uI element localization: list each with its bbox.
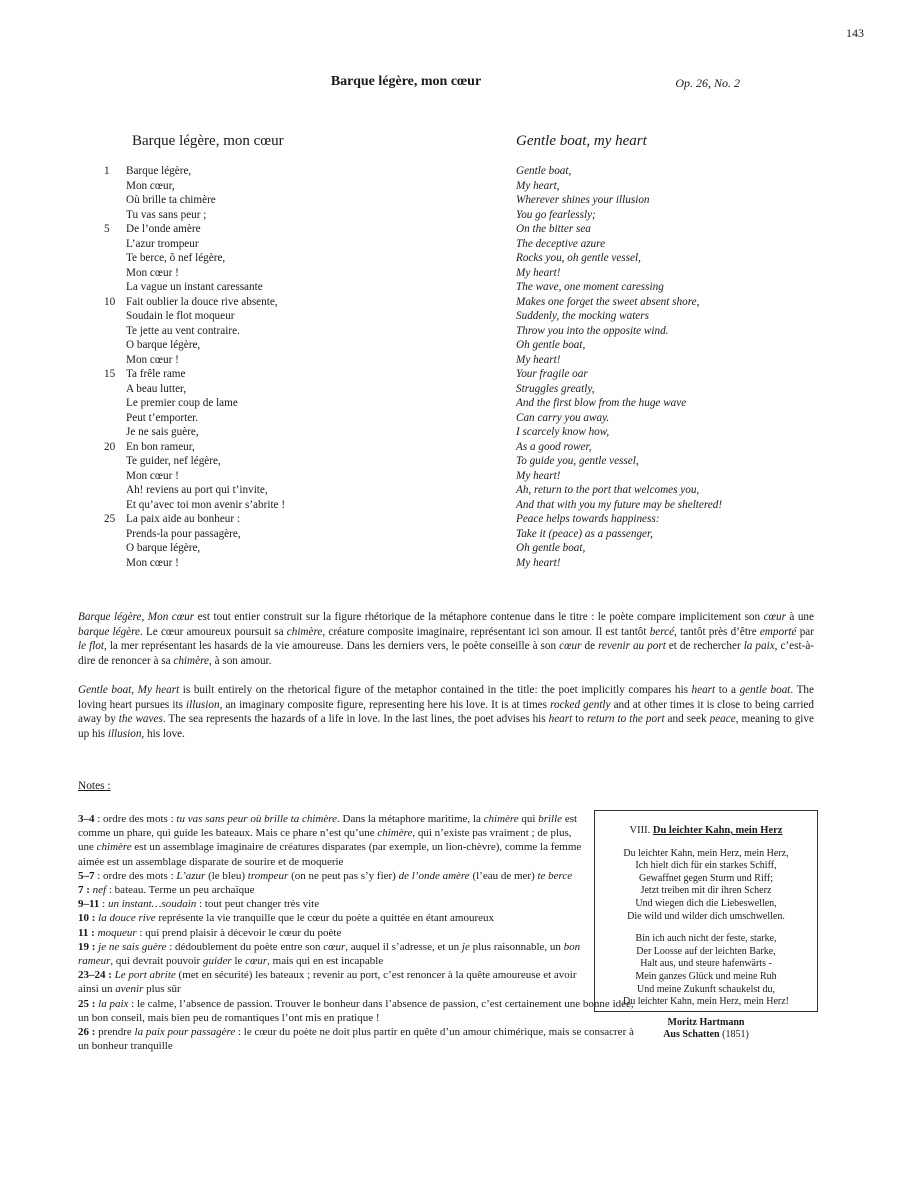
- commentary-run: illusion: [186, 698, 220, 711]
- line-number: 10: [104, 295, 116, 308]
- poem-line-text: Peut t’emporter.: [126, 411, 199, 424]
- poem-line-text: Et qu’avec toi mon avenir s’abrite !: [126, 498, 286, 511]
- note-run: représente la vie tranquille que le cœur du poète a quittée en étant amoureux: [155, 912, 495, 925]
- poem-line-text: A beau lutter,: [126, 382, 187, 395]
- commentary-run: . Le cœur amoureux poursuit sa: [140, 625, 287, 638]
- commentary-run: heart: [691, 684, 716, 696]
- poem-line-text: Le premier coup de lame: [126, 397, 238, 409]
- poem-line-text: O barque légère,: [126, 542, 201, 554]
- commentary-run: Gentle boat, My heart: [78, 684, 180, 696]
- poem-line-en: Struggles greatly,: [516, 382, 595, 395]
- poem-line-fr: [104, 309, 444, 324]
- note-run: chimère: [483, 813, 519, 825]
- german-poem-year: (1851): [722, 1029, 749, 1041]
- poem-line-fr: [104, 193, 444, 208]
- german-line: Gewaffnet gegen Sturm und Riff;: [638, 872, 774, 884]
- note-run: cœur: [323, 940, 346, 953]
- note-run: un instant…soudain: [107, 898, 197, 911]
- note-run: . Dans la métaphore maritime, la: [337, 813, 484, 825]
- poem-line-text: La paix aide au bonheur :: [126, 513, 241, 525]
- poem-line-en: The wave, one moment caressing: [516, 281, 664, 293]
- commentary-run: , an imaginary composite figure, representing here his love. It is at times: [219, 698, 551, 711]
- note-run: moqueur: [97, 926, 137, 939]
- commentary-run: chimère: [286, 625, 323, 638]
- poem-line-en: Oh gentle boat,: [516, 339, 586, 351]
- commentary-run: rocked gently: [550, 698, 611, 711]
- note-run: trompeur: [247, 869, 289, 882]
- note-run: est un assemblage imaginaire de créatures disparates (par exemple, un lion-chèvre), comme la femme aimée est un assemblage disparate de sourire et de moquerie: [78, 841, 582, 868]
- note-item: [78, 997, 638, 1025]
- commentary-run: et de rechercher: [665, 640, 744, 653]
- note-run: , qui n’existe pas vraiment ; de plus, une: [78, 827, 572, 854]
- note-run: te berce: [537, 869, 573, 882]
- poem-french: [104, 164, 444, 570]
- commentary-run: bercé: [649, 625, 675, 638]
- note-run: le: [231, 955, 246, 968]
- commentary-run: . The loving heart pursues its: [78, 684, 814, 711]
- german-poem-number: VIII.: [629, 825, 651, 836]
- note-run: : bateau. Terme un peu archaïque: [106, 884, 255, 897]
- note-run: 26 :: [78, 1026, 99, 1039]
- poem-line-text: De l’onde amère: [126, 223, 201, 235]
- german-poem-author: Moritz Hartmann: [667, 1016, 745, 1028]
- poem-line-en: I scarcely know how,: [516, 426, 610, 438]
- poem-line-text: Où brille ta chimère: [126, 194, 216, 206]
- commentary-run: . The sea represents the hazards of a life in love. In the last lines, the poet advises his: [162, 713, 549, 726]
- poem-line-text: Te berce, ô nef légère,: [126, 252, 226, 264]
- commentary-run: par: [796, 625, 814, 638]
- note-run: : le calme, l’absence de passion. Trouver le bonheur dans l’absence de passion, c’est certainement une bonne idée, un bon conseil, mais bien peu de romantiques l’ont mis en pratique !: [78, 997, 634, 1024]
- poem-line-fr: [104, 527, 444, 542]
- note-item: [78, 1025, 638, 1053]
- note-run: la paix pour passagère: [134, 1026, 236, 1039]
- german-poem-source: [595, 1029, 817, 1042]
- poem-line-en: Makes one forget the sweet absent shore,: [516, 295, 700, 308]
- poem-line-text: Te guider, nef légère,: [126, 455, 221, 467]
- poem-line-en: Take it (peace) as a passenger,: [516, 527, 653, 540]
- commentary-run: à une: [785, 611, 814, 623]
- note-run: tu vas sans peur où brille ta chimère: [176, 813, 337, 825]
- commentary-run: revenir au port: [598, 640, 666, 653]
- poem-line-text: Mon cœur !: [126, 469, 179, 482]
- note-run: 23–24 :: [78, 969, 115, 982]
- poem-line-en: On the bitter sea: [516, 223, 591, 235]
- poem-line-fr: [104, 425, 444, 440]
- line-number: 25: [104, 513, 116, 525]
- commentary-run: is built entirely on the rhetorical figure of the metaphor contained in the title: the poet implicitly compares his: [179, 684, 692, 696]
- note-run: : tout peut changer très vite: [196, 898, 320, 911]
- poem-line-text: Ta frêle rame: [126, 368, 186, 380]
- note-run: la paix: [98, 997, 129, 1010]
- german-stanza-2: [595, 933, 817, 1009]
- opus-number: Op. 26, No. 2: [675, 76, 740, 90]
- german-line: Mein ganzes Glück und meine Ruh: [635, 970, 777, 982]
- note-run: brille: [538, 813, 563, 825]
- note-run: 9–11: [78, 898, 100, 911]
- german-poem-box: [594, 810, 818, 1041]
- poem-line-en: To guide you, gentle vessel,: [516, 455, 639, 467]
- poem-line-fr: [104, 382, 444, 397]
- commentary-run: barque légère: [78, 625, 140, 638]
- commentary-run: est tout entier construit sur la figure rhétorique de la métaphore contenue dans le titre : le poète compare implicitement son: [194, 611, 764, 623]
- german-poem-source-title: Aus Schatten: [663, 1029, 720, 1041]
- title-row: [0, 74, 900, 94]
- poem-line-fr: [104, 396, 444, 411]
- note-run: (le bleu): [205, 869, 248, 882]
- note-run: cœur: [245, 955, 268, 968]
- poem-line-text: Prends-la pour passagère,: [126, 527, 241, 540]
- poem-line-en: My heart,: [516, 179, 560, 192]
- poem-line-fr: [104, 237, 444, 252]
- poem-line-fr: [104, 280, 444, 295]
- commentary-run: the waves: [118, 713, 163, 726]
- poem-line-en: Can carry you away.: [516, 411, 610, 424]
- commentary-run: heart: [548, 713, 573, 726]
- note-run: plus sûr: [143, 983, 181, 996]
- note-run: je: [461, 940, 470, 953]
- note-run: (on ne peut pas s’y fier): [288, 869, 399, 882]
- poem-line-text: Mon cœur !: [126, 353, 179, 366]
- poem-line-en: Wherever shines your illusion: [516, 194, 650, 206]
- note-run: 10 :: [78, 912, 99, 925]
- poem-line-en: Peace helps towards happiness:: [516, 513, 660, 525]
- poem-english: [516, 164, 816, 570]
- german-line: Die wild und wilder dich umschwellen.: [627, 910, 785, 922]
- poem-line-en: Oh gentle boat,: [516, 542, 586, 554]
- poem-line-text: Je ne sais guère,: [126, 426, 199, 438]
- german-line: Halt aus, und steure hafenwärts -: [640, 958, 772, 970]
- commentary-run: and at other times it is close to being carried away by: [78, 698, 814, 726]
- note-item: [78, 911, 586, 925]
- poem-line-fr: [104, 556, 444, 571]
- note-run: (l’eau de mer): [469, 869, 538, 882]
- commentary-run: , tantôt près d’être: [674, 625, 760, 638]
- german-poem-title: [595, 825, 817, 838]
- commentary-run: illusion: [107, 727, 142, 740]
- note-run: : le cœur du poète ne doit plus partir en quête d’un amour chimérique, mais se consacrer à un bonheur tranquille: [78, 1026, 634, 1053]
- commentary-run: Barque légère, Mon cœur: [78, 611, 195, 623]
- poem-line-fr: [104, 367, 444, 382]
- poem-line-en: Throw you into the opposite wind.: [516, 324, 669, 337]
- note-run: chimère: [377, 827, 413, 840]
- poem-line-en: And that with you my future may be sheltered!: [516, 498, 723, 511]
- poem-line-en: My heart!: [516, 266, 561, 279]
- note-run: guider: [202, 955, 232, 968]
- page-number: 143: [846, 26, 864, 40]
- commentary-run: return to the port: [586, 713, 665, 726]
- poem-line-fr: [104, 440, 444, 455]
- note-item: [78, 897, 586, 911]
- poem-line-en: As a good rower,: [516, 440, 592, 453]
- poem-line-text: Te jette au vent contraire.: [126, 324, 240, 337]
- poem-title-french: Barque légère, mon cœur: [132, 133, 284, 149]
- note-run: plus raisonnable, un: [469, 940, 564, 953]
- commentary-run: , la mer représentant les hasards de la vie amoureuse. Dans les derniers vers, le poète conseille à son: [104, 640, 560, 653]
- commentary-run: and seek: [664, 713, 710, 726]
- note-run: 7 :: [78, 884, 93, 897]
- commentary-english: [78, 683, 814, 741]
- commentary-run: cœur: [763, 611, 786, 623]
- note-run: : ordre des mots :: [94, 813, 177, 825]
- german-stanza-1: [595, 848, 817, 924]
- commentary-run: to a: [715, 684, 740, 696]
- page-title: Barque légère, mon cœur: [330, 74, 482, 89]
- german-line: Du leichter Kahn, mein Herz, mein Herz!: [622, 996, 790, 1008]
- commentary-run: de: [581, 640, 599, 653]
- commentary-run: , his love.: [141, 727, 185, 740]
- notes-title: Notes :: [78, 780, 111, 792]
- german-line: Bin ich auch nicht der feste, starke,: [635, 933, 777, 945]
- poem-line-text: Soudain le flot moqueur: [126, 310, 235, 322]
- poem-line-text: Fait oublier la douce rive absente,: [126, 295, 278, 308]
- poem-line-text: Tu vas sans peur ;: [126, 208, 207, 221]
- poem-line-fr: [104, 338, 444, 353]
- note-run: prendre: [98, 1026, 135, 1039]
- poem-line-fr: [104, 483, 444, 498]
- commentary-run: la paix: [743, 640, 775, 653]
- note-run: Le port abrite: [114, 969, 176, 982]
- poem-line-fr: [104, 498, 444, 513]
- poem-line-fr: [104, 208, 444, 223]
- commentary-run: to: [572, 713, 587, 726]
- german-line: Und meine Zukunft schaukelst du,: [636, 983, 776, 995]
- line-number: 20: [104, 440, 116, 453]
- poem-line-fr: [104, 454, 444, 469]
- commentary-run: emporté: [759, 625, 797, 638]
- poem-line-en: My heart!: [516, 469, 561, 482]
- poem-line-fr: [104, 469, 444, 484]
- note-run: : qui prend plaisir à décevoir le cœur du poète: [136, 926, 342, 939]
- german-line: Ich hielt dich für ein starkes Schiff,: [635, 860, 777, 872]
- poem-line-en: Gentle boat,: [516, 165, 572, 177]
- note-item: [78, 883, 586, 897]
- note-run: : ordre des mots :: [94, 869, 177, 882]
- poem-line-fr: [104, 179, 444, 194]
- commentary-run: gentle boat: [739, 684, 791, 696]
- poem-line-fr: [104, 512, 444, 527]
- commentary-run: le flot: [78, 640, 105, 653]
- poem-line-fr: [104, 353, 444, 368]
- note-run: qui: [518, 813, 539, 825]
- note-item: [78, 968, 586, 996]
- german-line: Du leichter Kahn, mein Herz, mein Herz,: [623, 847, 789, 859]
- poem-line-en: Your fragile oar: [516, 368, 588, 380]
- poem-line-en: My heart!: [516, 556, 561, 569]
- poem-line-text: L’azur trompeur: [126, 237, 199, 250]
- commentary-run: , meaning to give up his: [78, 713, 814, 740]
- note-run: avenir: [115, 983, 144, 996]
- poem-line-en: The deceptive azure: [516, 237, 606, 250]
- german-line: Jetzt treiben mit dir ihren Scherz: [640, 885, 772, 897]
- line-number: 5: [104, 223, 110, 235]
- poem-line-text: Mon cœur !: [126, 266, 179, 279]
- note-run: est comme un phare, qui guide les bateaux. Mais ce phare n’est qu’une: [78, 813, 578, 840]
- poem-line-text: O barque légère,: [126, 339, 201, 351]
- commentary-run: chimère: [173, 654, 209, 667]
- poem-line-text: En bon rameur,: [126, 440, 195, 453]
- line-number: 15: [104, 368, 116, 380]
- poem-line-fr: [104, 164, 444, 179]
- poem-line-en: Ah, return to the port that welcomes you,: [516, 484, 700, 496]
- notes-list: [78, 812, 634, 1053]
- german-line: Der Loosse auf der leichten Barke,: [636, 945, 776, 957]
- commentary-run: cœur: [559, 640, 582, 653]
- note-run: , auquel il s’adresse, et un: [345, 940, 462, 953]
- poem-line-en: Suddenly, the mocking waters: [516, 310, 649, 322]
- poem-line-fr: [104, 251, 444, 266]
- poem-line-en: You go fearlessly;: [516, 208, 596, 221]
- note-run: (met en sécurité) les bateaux ; revenir au port, c’est renoncer à la quête amoureuse et avoir ainsi un: [78, 969, 577, 996]
- note-run: , qui devrait pouvoir: [110, 955, 203, 968]
- note-run: : dédoublement du poète entre son: [166, 940, 324, 953]
- note-run: L’azur: [176, 869, 206, 882]
- note-item: [78, 812, 586, 869]
- poem-line-en: And the first blow from the huge wave: [516, 397, 687, 409]
- commentary-run: , créature composite imaginaire, représentant ici son amour. Il est tantôt: [322, 625, 650, 638]
- note-run: 5–7: [78, 869, 95, 882]
- poem-line-fr: [104, 222, 444, 237]
- commentary-run: , c’est-à-dire de renoncer à sa: [78, 640, 815, 667]
- poem-line-en: My heart!: [516, 353, 561, 366]
- note-run: de l’onde amère: [398, 869, 470, 882]
- poem-line-fr: [104, 411, 444, 426]
- note-run: bon rameur: [78, 940, 581, 968]
- poem-line-text: Barque légère,: [126, 165, 192, 177]
- poem-line-text: La vague un instant caressante: [126, 281, 263, 293]
- poem-line-text: Mon cœur !: [126, 556, 179, 569]
- line-number: 1: [104, 165, 110, 177]
- commentary-french: [78, 610, 814, 668]
- note-run: 25 :: [78, 997, 99, 1010]
- note-item: [78, 869, 586, 883]
- poem-line-fr: [104, 295, 444, 310]
- note-run: 11 :: [78, 926, 98, 939]
- note-run: chimère: [96, 841, 132, 854]
- poem-line-en: Rocks you, oh gentle vessel,: [516, 252, 641, 264]
- note-run: 19 :: [78, 940, 99, 953]
- poem-title-english: Gentle boat, my heart: [516, 133, 647, 149]
- note-run: , mais qui en est incapable: [267, 955, 384, 968]
- poem-line-fr: [104, 266, 444, 281]
- german-poem-title-text: Du leichter Kahn, mein Herz: [652, 825, 783, 836]
- poem-line-text: Ah! reviens au port qui t’invite,: [126, 484, 268, 496]
- poem-line-fr: [104, 324, 444, 339]
- note-run: 3–4: [78, 813, 95, 825]
- poem-line-text: Mon cœur,: [126, 179, 175, 192]
- commentary-run: peace: [709, 713, 736, 726]
- commentary-run: , à son amour.: [208, 654, 272, 667]
- note-item: [78, 940, 586, 968]
- note-run: je ne sais guère: [98, 940, 167, 953]
- poem-line-fr: [104, 541, 444, 556]
- note-item: [78, 926, 586, 940]
- note-run: nef: [92, 884, 107, 897]
- german-line: Und wiegen dich die Liebeswellen,: [635, 897, 777, 909]
- note-run: :: [99, 898, 108, 911]
- note-run: la douce rive: [98, 912, 156, 925]
